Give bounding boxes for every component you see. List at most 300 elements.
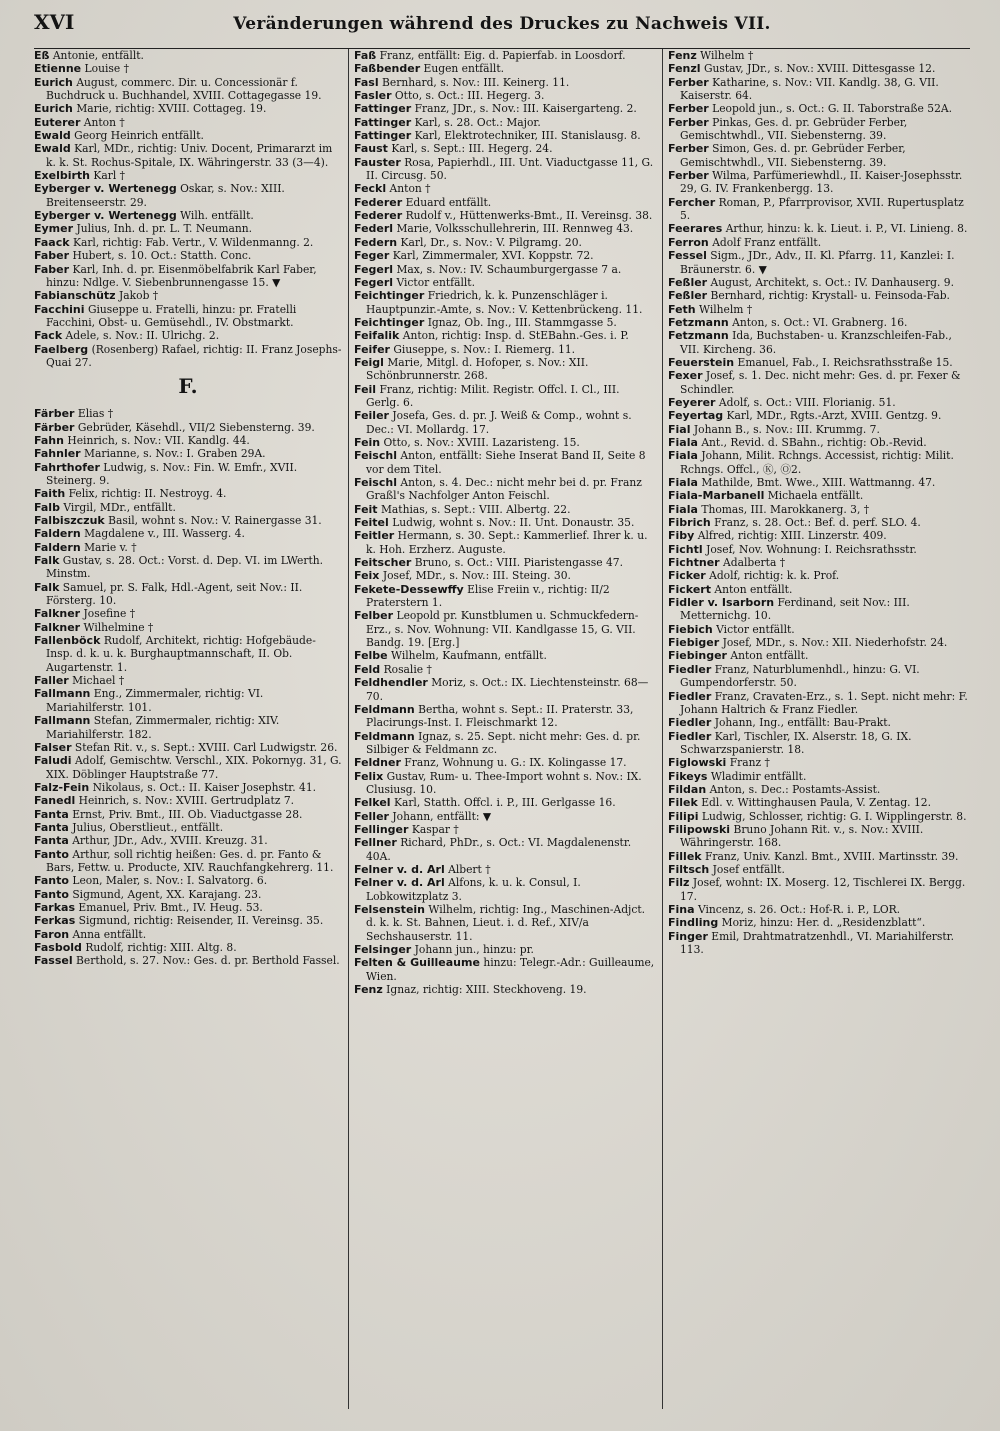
- directory-entry: [668, 516, 970, 529]
- entry-name: Fildan: [668, 782, 707, 796]
- entry-text: Emil, Drahtmatratzenhdl., VI. Mariahilferstr. 113.: [680, 929, 954, 957]
- directory-entry: [354, 129, 656, 142]
- entry-name: Felsenstein: [354, 903, 426, 916]
- entry-text: Wladimir entfällt.: [710, 769, 807, 783]
- directory-entry: [34, 954, 342, 967]
- entry-name: Ferber: [668, 102, 709, 116]
- section-letter: F.: [178, 374, 198, 399]
- entry-name: Ewald: [34, 129, 71, 143]
- entry-text: Ignaz, Ob. Ing., III. Stammgasse 5.: [427, 315, 617, 329]
- directory-entry: [668, 863, 970, 876]
- entry-text: Victor entfällt.: [396, 275, 475, 289]
- entry-text: Ferdinand, seit Nov.: III. Metternichg. 10.: [680, 596, 910, 623]
- entry-name: Fassel: [34, 954, 73, 968]
- entry-text: Marianne, s. Nov.: I. Graben 29A.: [84, 447, 266, 461]
- entry-name: Feth: [668, 302, 696, 316]
- entry-text: Elias †: [77, 407, 114, 421]
- entry-name: Fellinger: [354, 822, 409, 836]
- directory-entry: [668, 823, 970, 850]
- entry-name: Felber: [354, 609, 394, 623]
- entry-name: Fanta: [34, 834, 69, 848]
- directory-entry: [668, 730, 970, 757]
- entry-name: Fallmann: [34, 714, 91, 728]
- entry-name: Filipi: [668, 809, 699, 823]
- directory-entry: [34, 581, 342, 608]
- directory-entry: [34, 794, 342, 807]
- entry-name: Felkel: [354, 796, 391, 810]
- entry-name: Feix: [354, 569, 380, 583]
- entry-name: Fegerl: [354, 275, 394, 289]
- directory-entry: [34, 343, 342, 370]
- entry-name: Eyberger v. Wertenegg: [34, 182, 177, 196]
- entry-name: Filz: [668, 876, 690, 890]
- entry-name: Fiedler: [668, 662, 712, 676]
- entry-name: Faldern: [34, 527, 81, 541]
- directory-entry: [34, 928, 342, 941]
- entry-name: Faludi: [34, 754, 72, 768]
- entry-text: Bernhard, s. Nov.: III. Keinerg. 11.: [382, 75, 570, 89]
- entry-text: Karl, s. 28. Oct.: Major.: [414, 115, 541, 129]
- entry-name: Faßbender: [354, 62, 421, 76]
- entry-text: Arthur, JDr., Adv., XVIII. Kreuzg. 31.: [72, 834, 268, 848]
- entry-text: Franz, Wohnung u. G.: IX. Kolingasse 17.: [404, 756, 627, 770]
- page-header: [34, 10, 970, 49]
- entry-name: Fegerl: [354, 262, 394, 276]
- entry-text: Josef entfällt.: [712, 862, 785, 876]
- directory-entry: [354, 583, 656, 610]
- entry-name: Feifalik: [354, 329, 400, 343]
- directory-entry: [668, 543, 970, 556]
- entry-name: Farkas: [34, 900, 76, 914]
- entry-name: Fasler: [354, 89, 392, 103]
- directory-entry: [668, 690, 970, 717]
- directory-entry: [668, 663, 970, 690]
- entry-text: Julius, Oberstlieut., entfällt.: [72, 820, 224, 834]
- entry-text: Franz, Univ. Kanzl. Bmt., XVIII. Martinsstr. 39.: [705, 849, 959, 863]
- entry-name: Finger: [668, 929, 708, 943]
- entry-text: Giuseppe, s. Nov.: I. Riemerg. 11.: [393, 342, 576, 356]
- directory-entry: [354, 770, 656, 797]
- entry-name: Fabianschütz: [34, 289, 116, 303]
- entry-name: Felsinger: [354, 943, 412, 957]
- directory-entry: [354, 529, 656, 556]
- directory-entry: [34, 421, 342, 434]
- directory-entry: [668, 596, 970, 623]
- entry-name: Feichtinger: [354, 289, 425, 303]
- entry-name: Ewald: [34, 142, 71, 156]
- entry-text: Johann, entfällt: ▼: [392, 809, 492, 823]
- entry-name: Fial: [668, 422, 691, 436]
- entry-text: Samuel, pr. S. Falk, Hdl.-Agent, seit Nov.: II. Försterg. 10.: [46, 580, 303, 608]
- entry-text: Hermann, s. 30. Sept.: Kammerlief. Ihrer k. u. k. Hoh. Erzherz. Auguste.: [366, 529, 648, 556]
- entry-text: Rosa, Papierhdl., III. Unt. Viaductgasse 11, G. II. Circusg. 50.: [366, 155, 654, 183]
- entry-name: Felix: [354, 769, 384, 783]
- directory-entry: [354, 876, 656, 903]
- directory-entry: [354, 476, 656, 503]
- entry-text: Wilh. entfällt.: [180, 209, 254, 223]
- entry-name: Federl: [354, 222, 394, 236]
- entry-text: Felix, richtig: II. Nestroyg. 4.: [68, 487, 227, 501]
- entry-name: Federn: [354, 235, 398, 249]
- directory-entry: [668, 449, 970, 476]
- directory-entry: [34, 289, 342, 302]
- directory-entry: [668, 770, 970, 783]
- entry-text: Karl, Inh. d. pr. Eisenmöbelfabrik Karl Faber, hinzu: Ndlge. V. Siebenbrunnengasse 15. ▼: [46, 262, 317, 289]
- entry-name: Fanta: [34, 807, 69, 821]
- entry-name: Fanto: [34, 847, 69, 861]
- entry-text: Emanuel, Fab., I. Reichsrathsstraße 15.: [737, 355, 953, 369]
- entry-text: Albert †: [448, 862, 491, 876]
- entry-name: Felbe: [354, 649, 388, 663]
- entry-name: Fauster: [354, 155, 401, 169]
- directory-entry: [34, 621, 342, 634]
- entry-text: Stefan, Zimmermaler, richtig: XIV. Mariahilferstr. 182.: [46, 714, 280, 741]
- directory-entry: [668, 876, 970, 903]
- entry-name: Fiebich: [668, 622, 713, 636]
- directory-entry: [668, 636, 970, 649]
- entry-text: Adolf, richtig: k. k. Prof.: [709, 569, 840, 583]
- column-2: [348, 49, 656, 1409]
- directory-entry: [34, 169, 342, 182]
- entry-name: Fiedler: [668, 716, 712, 730]
- entry-text: Josef, Nov. Wohnung: I. Reichsrathsstr.: [706, 542, 917, 556]
- entry-text: Josefine †: [83, 607, 136, 621]
- directory-entry: [34, 714, 342, 741]
- directory-entry: [34, 514, 342, 527]
- entry-text: Louise †: [84, 62, 129, 76]
- entry-text: Wilma, Parfümeriewhdl., II. Kaiser-Josephsstr. 29, G. IV. Frankenbergg. 13.: [680, 169, 963, 196]
- entry-text: Marie, Volksschullehrerin, III. Rennweg 43.: [396, 222, 634, 236]
- entry-text: Gustav, s. 28. Oct.: Vorst. d. Dep. VI. im LWerth. Minstm.: [46, 554, 324, 581]
- directory-entry: [354, 343, 656, 356]
- entry-name: Filek: [668, 796, 698, 810]
- entry-text: Adolf, s. Oct.: VIII. Florianig. 51.: [718, 395, 896, 409]
- entry-name: Fenz: [354, 983, 383, 997]
- entry-name: Falbiszczuk: [34, 514, 105, 527]
- directory-entry: [354, 249, 656, 262]
- entry-name: Fanto: [34, 887, 69, 901]
- entry-text: Ludwig, wohnt s. Nov.: II. Unt. Donaustr. 35.: [392, 516, 635, 530]
- entry-text: Bruno Johann Rit. v., s. Nov.: XVIII. Währingerstr. 168.: [680, 822, 924, 850]
- directory-entry: [668, 49, 970, 62]
- directory-entry: [34, 888, 342, 901]
- entry-text: Karl, Zimmermaler, XVI. Koppstr. 72.: [392, 249, 594, 263]
- entry-text: Rudolf, Architekt, richtig: Hofgebäude-Insp. d. k. u. k. Burghauptmannschaft, II. Ob. Augartenstr. 1.: [46, 634, 316, 674]
- entry-name: Felner v. d. Arl: [354, 876, 445, 890]
- entry-columns: [34, 49, 970, 1409]
- entry-text: Otto, s. Nov.: XVIII. Lazaristeng. 15.: [383, 435, 580, 449]
- directory-entry: [354, 823, 656, 836]
- entry-text: Heinrich, s. Nov.: VII. Kandlg. 44.: [67, 433, 250, 447]
- entry-name: Faack: [34, 235, 70, 249]
- entry-name: Faust: [354, 142, 388, 156]
- entry-text: Franz, s. 28. Oct.: Bef. d. perf. SLO. 4.: [714, 516, 921, 530]
- directory-entry: [668, 369, 970, 396]
- entry-text: Wilhelm †: [699, 302, 753, 316]
- directory-entry: [668, 503, 970, 516]
- entry-name: Eymer: [34, 222, 74, 236]
- entry-text: Gebrüder, Käsehdl., VII/2 Siebensterng. 39.: [77, 420, 315, 434]
- entry-text: Rudolf, richtig: XIII. Altg. 8.: [85, 941, 237, 954]
- entry-text: Victor entfällt.: [716, 622, 795, 636]
- entry-name: Fiby: [668, 529, 695, 543]
- entry-name: Fina: [668, 903, 695, 916]
- directory-entry: [668, 796, 970, 809]
- directory-entry: [668, 916, 970, 929]
- entry-name: Fiebiger: [668, 636, 720, 650]
- directory-entry: [354, 316, 656, 329]
- entry-text: Michael †: [72, 674, 125, 688]
- entry-name: Fessel: [668, 249, 707, 263]
- directory-entry: [354, 676, 656, 703]
- entry-text: Kaspar †: [411, 822, 459, 836]
- entry-text: Wilhelmine †: [83, 620, 154, 634]
- entry-name: Eyberger v. Wertenegg: [34, 209, 177, 223]
- directory-entry: [354, 76, 656, 89]
- directory-entry: [354, 983, 656, 996]
- entry-name: Fasl: [354, 75, 379, 89]
- entry-text: Karl, Dr., s. Nov.: V. Pilgramg. 20.: [400, 235, 582, 249]
- entry-text: Virgil, MDr., entfällt.: [63, 500, 176, 514]
- entry-text: Anton †: [83, 115, 125, 129]
- entry-text: Bernhard, richtig: Krystall- u. Feinsoda-Fab.: [710, 289, 950, 303]
- entry-name: Fiedler: [668, 729, 712, 743]
- directory-entry: [668, 810, 970, 823]
- entry-name: Filipowski: [668, 822, 731, 836]
- directory-entry: [34, 142, 342, 169]
- directory-entry: [34, 901, 342, 914]
- entry-name: Färber: [34, 407, 75, 421]
- entry-name: Faß: [354, 49, 377, 62]
- entry-name: Ferber: [668, 169, 709, 183]
- directory-entry: [668, 423, 970, 436]
- directory-entry: [668, 62, 970, 75]
- entry-text: Josef, MDr., s. Nov.: III. Steing. 30.: [382, 569, 571, 583]
- directory-entry: [354, 903, 656, 943]
- entry-name: Feßler: [668, 289, 708, 303]
- entry-text: Leopold jun., s. Oct.: G. II. Taborstraße 52A.: [712, 102, 952, 116]
- entry-text: Ludwig, s. Nov.: Fin. W. Emfr., XVII. Steinerg. 9.: [46, 460, 298, 487]
- entry-text: Alfons, k. u. k. Consul, I. Lobkowitzplatz 3.: [366, 876, 581, 903]
- directory-entry: [354, 182, 656, 195]
- entry-name: Findling: [668, 916, 719, 930]
- entry-name: Fenz: [668, 49, 697, 62]
- directory-entry: [34, 76, 342, 103]
- entry-text: Arthur, soll richtig heißen: Ges. d. pr. Fanto & Bars, Fettw. u. Producte, XIV. Rauchfangkehrerg. 11.: [46, 847, 334, 874]
- entry-name: Faelberg: [34, 342, 89, 356]
- entry-name: Feiler: [354, 409, 389, 423]
- entry-text: Elise Freiin v., richtig: II/2 Praterstern 1.: [366, 582, 610, 610]
- entry-text: August, Architekt, s. Oct.: IV. Danhauserg. 9.: [710, 275, 955, 289]
- entry-text: Stefan Rit. v., s. Sept.: XVIII. Carl Ludwigstr. 26.: [74, 740, 338, 754]
- entry-text: Franz, Naturblumenhdl., hinzu: G. VI. Gumpendorferstr. 50.: [680, 662, 920, 690]
- entry-name: Federer: [354, 195, 403, 209]
- entry-name: Fexer: [668, 369, 703, 383]
- entry-name: Fiebinger: [668, 649, 727, 663]
- entry-text: (Rosenberg) Rafael, richtig: II. Franz Josephs-Quai 27.: [46, 342, 342, 369]
- directory-entry: [34, 49, 342, 62]
- entry-text: Leopold pr. Kunstblumen u. Schmuckfedern-Erz., s. Nov. Wohnung: VII. Kandlgasse 15, G. VII. Bandg. 19. [Erg.]: [366, 609, 639, 650]
- entry-name: Feichtinger: [354, 315, 425, 329]
- entry-name: Falser: [34, 740, 72, 754]
- entry-name: Ferber: [668, 142, 709, 156]
- directory-entry: [668, 409, 970, 422]
- directory-entry: [354, 49, 656, 62]
- entry-text: Alfred, richtig: XIII. Linzerstr. 409.: [697, 529, 887, 543]
- directory-entry: [34, 527, 342, 540]
- entry-text: Wilhelm †: [700, 49, 754, 62]
- entry-text: Ernst, Priv. Bmt., III. Ob. Viaductgasse 28.: [72, 807, 303, 821]
- entry-text: Karl, MDr., Rgts.-Arzt, XVIII. Gentzg. 9.: [726, 409, 942, 423]
- entry-name: Facchini: [34, 302, 85, 316]
- entry-name: Euterer: [34, 115, 81, 129]
- directory-entry: [34, 808, 342, 821]
- entry-name: Feit: [354, 502, 378, 516]
- directory-entry: [354, 810, 656, 823]
- directory-entry: [34, 236, 342, 249]
- entry-text: Karl, richtig: Fab. Vertr., V. Wildenmanng. 2.: [72, 235, 314, 249]
- directory-entry: [354, 142, 656, 155]
- directory-entry: [34, 209, 342, 222]
- entry-text: Karl, s. Sept.: III. Hegerg. 24.: [391, 142, 553, 156]
- directory-entry: [354, 609, 656, 649]
- entry-name: Feger: [354, 249, 390, 263]
- entry-text: Berthold, s. 27. Nov.: Ges. d. pr. Berthold Fassel.: [76, 954, 340, 968]
- entry-name: Felten & Guilleaume: [354, 956, 480, 970]
- entry-text: Sigm., JDr., Adv., II. Kl. Pfarrg. 11, Kanzlei: I. Bräunerstr. 6. ▼: [680, 249, 955, 276]
- entry-text: Simon, Ges. d. pr. Gebrüder Ferber, Gemischtwhdl., VII. Siebensterng. 39.: [680, 142, 906, 169]
- directory-entry: [354, 730, 656, 757]
- entry-text: Anton, entfällt: Siehe Inserat Band II, Seite 8 vor dem Titel.: [366, 449, 646, 476]
- entry-name: Fasbold: [34, 941, 82, 954]
- entry-text: Michaela entfällt.: [767, 489, 864, 503]
- entry-name: Fallmann: [34, 687, 91, 701]
- directory-entry: [354, 89, 656, 102]
- entry-name: Feischl: [354, 476, 397, 489]
- entry-text: Karl, Tischler, IX. Alserstr. 18, G. IX. Schwarzspanierstr. 18.: [680, 729, 912, 756]
- directory-entry: [668, 556, 970, 569]
- entry-name: Fahrthofer: [34, 460, 100, 474]
- directory-entry: [34, 303, 342, 330]
- entry-text: Mathias, s. Sept.: VIII. Albertg. 22.: [380, 502, 571, 516]
- directory-entry: [668, 316, 970, 329]
- entry-name: Ficker: [668, 569, 706, 583]
- directory-entry: [354, 409, 656, 436]
- directory-entry: [34, 674, 342, 687]
- directory-entry: [354, 569, 656, 582]
- entry-name: Fattinger: [354, 102, 412, 116]
- directory-entry: [34, 182, 342, 209]
- directory-entry: [354, 209, 656, 222]
- entry-name: Feckl: [354, 182, 387, 196]
- directory-entry: [668, 196, 970, 223]
- entry-name: Fack: [34, 329, 63, 343]
- entry-name: Ferber: [668, 75, 709, 89]
- entry-name: Exelbirth: [34, 169, 90, 183]
- entry-text: Oskar, s. Nov.: XIII. Breitenseerstr. 29.: [46, 182, 285, 209]
- entry-text: Rosalie †: [383, 662, 432, 676]
- entry-text: Eugen entfällt.: [423, 62, 505, 76]
- entry-text: Ant., Revid. d. SBahn., richtig: Ob.-Revid.: [701, 435, 927, 449]
- directory-entry: [34, 914, 342, 927]
- entry-text: Karl, Statth. Offcl. i. P., III. Gerlgasse 16.: [393, 796, 616, 810]
- directory-entry: [354, 329, 656, 342]
- directory-entry: [668, 142, 970, 169]
- entry-name: Feitler: [354, 529, 395, 543]
- entry-name: Fahnler: [34, 447, 81, 461]
- directory-entry: [34, 487, 342, 500]
- entry-text: Friedrich, k. k. Punzenschläger i. Hauptpunzir.-Amte, s. Nov.: V. Kettenbrückeng. 11.: [366, 289, 643, 316]
- entry-text: Emanuel, Priv. Bmt., IV. Heug. 53.: [78, 900, 263, 914]
- entry-text: Johann, Ing., entfällt: Bau-Prakt.: [714, 716, 891, 730]
- entry-name: Fichtner: [668, 556, 720, 570]
- directory-entry: [668, 249, 970, 276]
- entry-text: Vincenz, s. 26. Oct.: Hof-R. i. P., LOR.: [697, 903, 901, 916]
- entry-name: Faller: [34, 674, 69, 688]
- entry-name: Ferber: [668, 115, 709, 129]
- directory-entry: [34, 129, 342, 142]
- entry-text: Franz, richtig: Milit. Registr. Offcl. I. Cl., III. Gerlg. 6.: [366, 382, 620, 409]
- entry-name: Fenzl: [668, 62, 701, 76]
- entry-name: Falk: [34, 554, 60, 568]
- directory-entry: [354, 62, 656, 75]
- directory-entry: [34, 249, 342, 262]
- entry-text: Johann jun., hinzu: pr.: [414, 943, 534, 957]
- entry-name: Fellner: [354, 836, 397, 850]
- entry-name: Feyerer: [668, 395, 716, 409]
- directory-entry: [34, 634, 342, 674]
- directory-entry: [668, 102, 970, 115]
- entry-name: Feitscher: [354, 556, 412, 570]
- entry-name: Feldmann: [354, 702, 415, 716]
- entry-name: Fickert: [668, 582, 711, 596]
- directory-entry: [668, 303, 970, 316]
- entry-name: Faber: [34, 262, 70, 276]
- directory-entry: [668, 116, 970, 143]
- directory-entry: [354, 289, 656, 316]
- entry-text: Franz †: [729, 756, 770, 770]
- directory-entry: [354, 863, 656, 876]
- directory-entry: [668, 783, 970, 796]
- entry-text: Thomas, III. Marokkanerg. 3, †: [701, 502, 870, 516]
- directory-entry: [354, 836, 656, 863]
- directory-entry: [34, 848, 342, 875]
- entry-text: Josefa, Ges. d. pr. J. Weiß & Comp., wohnt s. Dec.: VI. Mollardg. 17.: [366, 409, 632, 436]
- entry-name: Ferkas: [34, 914, 76, 928]
- entry-text: Arthur, hinzu: k. k. Lieut. i. P., VI. Linieng. 8.: [725, 222, 968, 236]
- entry-text: Moriz, s. Oct.: IX. Liechtensteinstr. 68—70.: [366, 676, 649, 703]
- entry-name: Feld: [354, 662, 381, 676]
- directory-entry: [354, 449, 656, 476]
- entry-name: Etienne: [34, 62, 82, 76]
- entry-name: Fikeys: [668, 769, 708, 783]
- entry-name: Fanta: [34, 820, 69, 834]
- entry-name: Fiala: [668, 502, 698, 516]
- entry-name: Faron: [34, 927, 70, 941]
- directory-entry: [354, 236, 656, 249]
- entry-name: Feifer: [354, 342, 390, 356]
- entry-name: Feuerstein: [668, 355, 735, 369]
- directory-entry: [34, 116, 342, 129]
- entry-name: Feldner: [354, 756, 401, 770]
- entry-name: Färber: [34, 420, 75, 434]
- entry-text: Hubert, s. 10. Oct.: Statth. Conc.: [72, 249, 252, 263]
- directory-entry: [34, 941, 342, 954]
- entry-name: Fillek: [668, 849, 702, 863]
- entry-name: Faith: [34, 487, 66, 501]
- directory-entry: [354, 436, 656, 449]
- directory-entry: [668, 329, 970, 356]
